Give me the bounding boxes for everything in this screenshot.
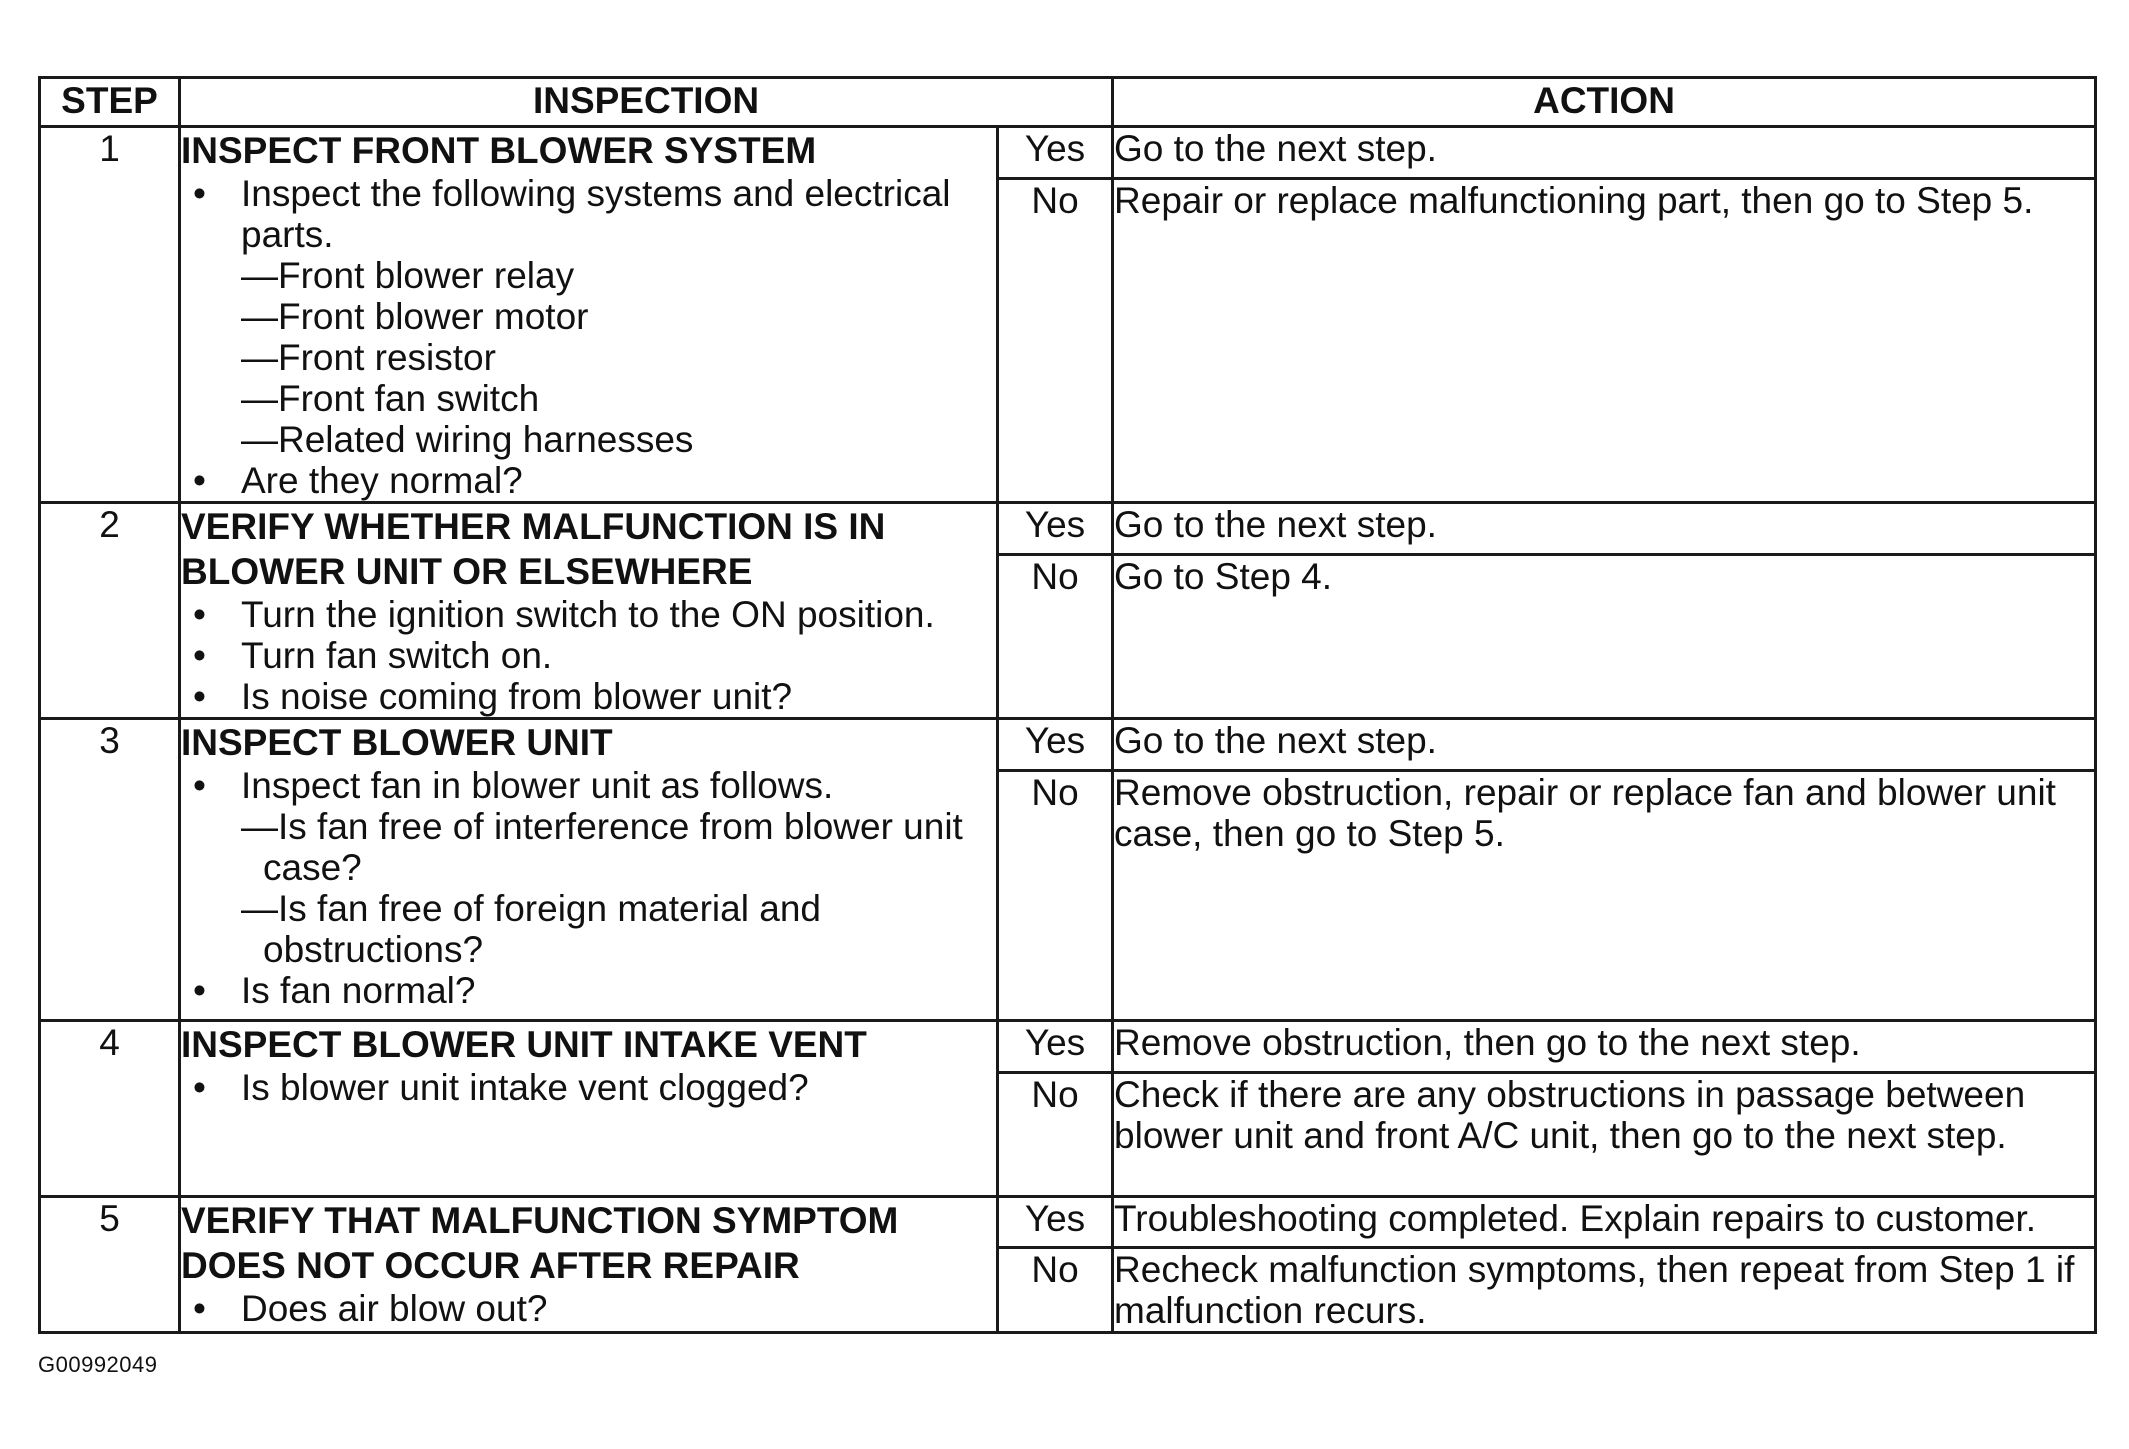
yes-label: Yes: [998, 1197, 1113, 1248]
inspection-bullets: [181, 173, 996, 501]
yes-action: Remove obstruction, then go to the next step.: [1113, 1021, 2096, 1073]
inspection-title: INSPECT BLOWER UNIT: [181, 722, 613, 763]
inspection-cell: [180, 719, 998, 1021]
sub-item: —Related wiring harnesses: [241, 419, 694, 460]
header-step: STEP: [40, 78, 180, 127]
yes-action: Troubleshooting completed. Explain repairs to customer.: [1113, 1197, 2096, 1248]
no-label: No: [998, 555, 1113, 719]
no-action: Go to Step 4.: [1113, 555, 2096, 719]
table-row: [40, 127, 2096, 179]
bullet-text: Turn fan switch on.: [241, 635, 553, 676]
table-row: [40, 719, 2096, 771]
header-action: ACTION: [1113, 78, 2096, 127]
yes-action: Go to the next step.: [1113, 719, 2096, 771]
yes-action: Go to the next step.: [1113, 503, 2096, 555]
sub-list: [241, 255, 996, 460]
figure-id: G00992049: [38, 1352, 158, 1377]
inspection-bullet: [181, 635, 996, 676]
inspection-cell: [180, 1021, 998, 1197]
sub-item: —Front fan switch: [241, 378, 540, 419]
yes-label: Yes: [998, 503, 1113, 555]
table-row: [40, 503, 2096, 555]
sub-item: —Is fan free of interference from blower unit case?: [241, 806, 963, 888]
no-label: No: [998, 1248, 1113, 1333]
inspection-bullets: [181, 1288, 996, 1329]
no-action: Repair or replace malfunctioning part, then go to Step 5.: [1113, 179, 2096, 503]
header-inspection: INSPECTION: [180, 78, 1113, 127]
yes-label: Yes: [998, 127, 1113, 179]
table-row: [40, 1197, 2096, 1248]
bullet-text: Inspect fan in blower unit as follows.: [241, 765, 834, 806]
bullet-text: Are they normal?: [241, 460, 523, 501]
bullet-text: Inspect the following systems and electrical parts.: [241, 173, 951, 255]
bullet-text: Is fan normal?: [241, 970, 476, 1011]
inspection-title: VERIFY THAT MALFUNCTION SYMPTOM DOES NOT OCCUR AFTER REPAIR: [181, 1200, 899, 1286]
troubleshooting-table: [38, 76, 2097, 1334]
no-action: Remove obstruction, repair or replace fan and blower unit case, then go to Step 5.: [1113, 771, 2096, 1021]
inspection-bullet: [181, 676, 996, 717]
inspection-bullet: [181, 460, 996, 501]
table-body: [40, 127, 2096, 1333]
yes-label: Yes: [998, 1021, 1113, 1073]
inspection-bullet: [181, 594, 996, 635]
step-number: 5: [40, 1197, 180, 1333]
inspection-bullet: [181, 970, 996, 1011]
sub-item: —Front blower relay: [241, 255, 575, 296]
step-number: 4: [40, 1021, 180, 1197]
header-row: [40, 78, 2096, 127]
inspection-title: VERIFY WHETHER MALFUNCTION IS IN BLOWER UNIT OR ELSEWHERE: [181, 506, 886, 592]
sub-item: —Front resistor: [241, 337, 496, 378]
sub-list: [241, 806, 996, 970]
step-number: 2: [40, 503, 180, 719]
inspection-bullets: [181, 594, 996, 717]
no-action: Check if there are any obstructions in passage between blower unit and front A/C unit, then go to the next step.: [1113, 1073, 2096, 1197]
diagnostic-procedure: [38, 76, 2094, 1334]
bullet-text: Is noise coming from blower unit?: [241, 676, 793, 717]
bullet-text: Does air blow out?: [241, 1288, 548, 1329]
inspection-bullet: [181, 1067, 996, 1108]
inspection-bullet: [181, 765, 996, 970]
inspection-bullet: [181, 173, 996, 460]
inspection-cell: [180, 1197, 998, 1333]
inspection-title: INSPECT BLOWER UNIT INTAKE VENT: [181, 1024, 867, 1065]
inspection-bullets: [181, 1067, 996, 1108]
inspection-bullet: [181, 1288, 996, 1329]
inspection-cell: [180, 127, 998, 503]
yes-label: Yes: [998, 719, 1113, 771]
sub-item: —Is fan free of foreign material and obstructions?: [241, 888, 821, 970]
yes-action: Go to the next step.: [1113, 127, 2096, 179]
no-label: No: [998, 771, 1113, 1021]
inspection-cell: [180, 503, 998, 719]
no-label: No: [998, 179, 1113, 503]
bullet-text: Is blower unit intake vent clogged?: [241, 1067, 809, 1108]
step-number: 3: [40, 719, 180, 1021]
bullet-text: Turn the ignition switch to the ON position.: [241, 594, 935, 635]
no-action: Recheck malfunction symptoms, then repeat from Step 1 if malfunction recurs.: [1113, 1248, 2096, 1333]
step-number: 1: [40, 127, 180, 503]
no-label: No: [998, 1073, 1113, 1197]
sub-item: —Front blower motor: [241, 296, 589, 337]
table-row: [40, 1021, 2096, 1073]
inspection-title: INSPECT FRONT BLOWER SYSTEM: [181, 130, 817, 171]
inspection-bullets: [181, 765, 996, 1011]
